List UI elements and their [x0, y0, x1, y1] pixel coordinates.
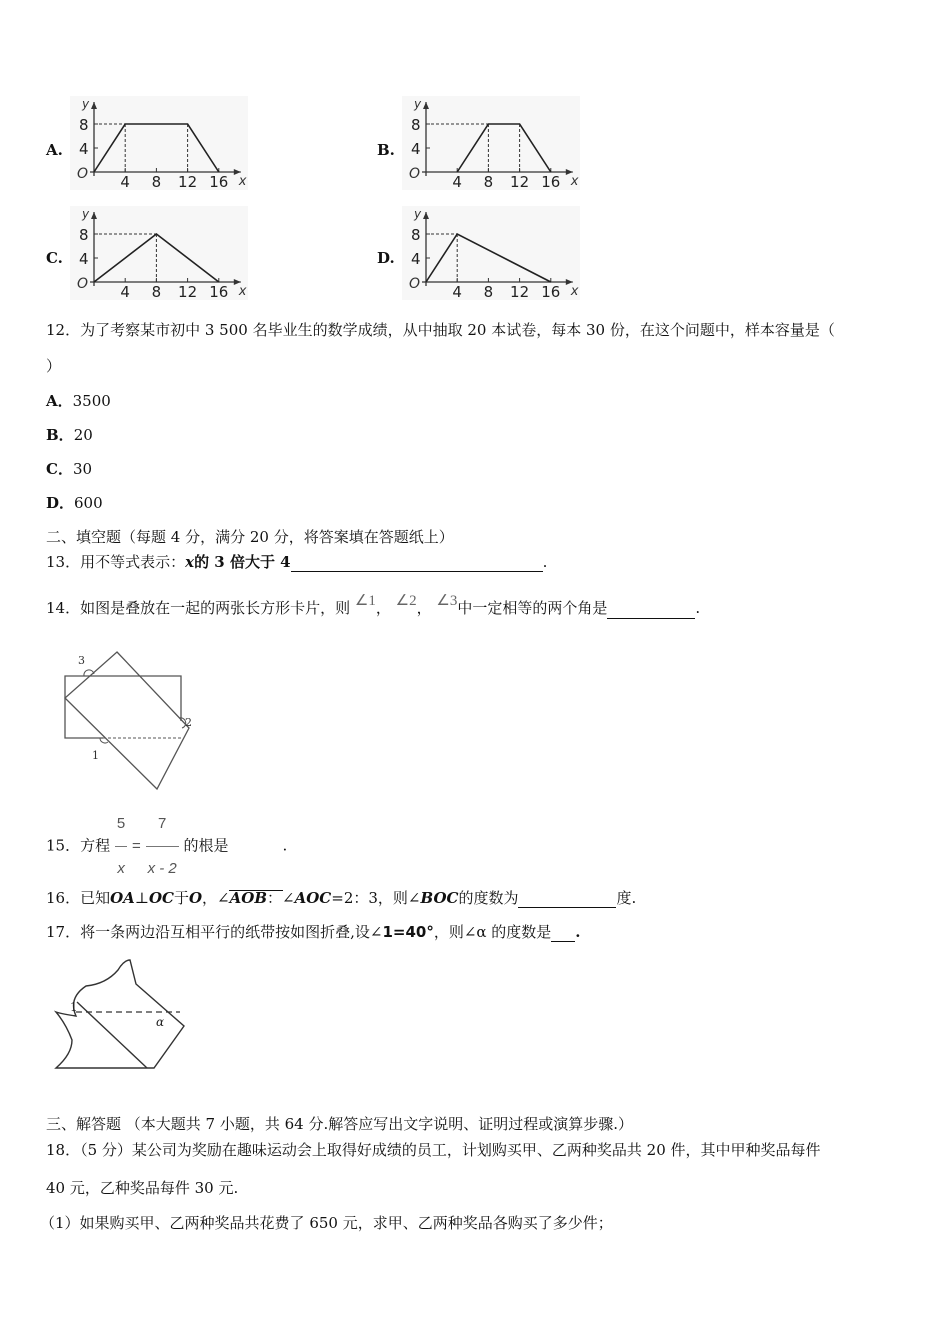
series-line-a [94, 124, 219, 172]
q14-answer-blank[interactable] [607, 602, 695, 619]
q17: 17．将一条两边沿互相平行的纸带按如图折叠,设∠1=40°，则∠α 的度数是 . [46, 923, 581, 941]
x-tick-label: 8 [151, 283, 162, 300]
y-axis-label: y [82, 97, 90, 111]
y-axis-label: y [414, 97, 422, 111]
graph-a [70, 96, 248, 190]
series-line-d [426, 234, 551, 282]
q16: 16．已知OA⊥OC于O，∠AOB：∠AOC=2：3，则∠BOC的度数为 度. [46, 889, 637, 907]
q14-fig-label-3: 3 [78, 654, 85, 667]
x-tick-label: 16 [209, 173, 229, 190]
x-tick-label: 12 [510, 283, 530, 300]
q12-option-c: C．30 [46, 460, 93, 478]
q12-number: 12． [46, 321, 81, 339]
angle-3: ∠3 [436, 593, 458, 609]
x-tick-label: 16 [541, 173, 561, 190]
option-c-label: C. [46, 249, 63, 267]
x-axis-label: x [570, 174, 579, 189]
y-tick-label: 8 [79, 226, 89, 244]
q14-fig-label-2: 2 [185, 716, 192, 729]
option-d-label: D. [377, 249, 395, 267]
x-tick-label: 12 [510, 173, 530, 190]
q18-line2: 40 元，乙种奖品每件 30 元. [46, 1179, 239, 1197]
x-tick-label: 4 [120, 173, 130, 190]
angle-1: ∠1 [354, 593, 376, 609]
x-tick-label: 12 [178, 173, 198, 190]
graph-b [402, 96, 580, 190]
y-axis-arrow [423, 212, 429, 219]
q17-answer-blank[interactable] [551, 925, 575, 942]
q12-stem [46, 320, 835, 340]
graph-d [402, 206, 580, 300]
y-tick-label: 4 [79, 250, 89, 268]
y-tick-label: 4 [411, 140, 421, 158]
origin-label: O [77, 166, 89, 182]
q15: 15．方程 $\frac{5}{x}$ = $\frac{7}{x - 2}$ 的根是 . [46, 802, 287, 891]
angle-2: ∠2 [395, 593, 417, 609]
x-tick-label: 8 [483, 173, 494, 190]
graph-c [70, 206, 248, 300]
y-axis-label: y [414, 207, 422, 221]
q17-figure [46, 954, 194, 1076]
section-3-heading: 三、解答题 （本大题共 7 小题，共 64 分.解答应写出文字说明、证明过程或演算步骤.） [46, 1115, 634, 1133]
x-axis-label: x [238, 174, 247, 189]
origin-label: O [77, 276, 89, 292]
q12-option-d: D．600 [46, 494, 103, 512]
origin-label: O [409, 166, 421, 182]
x-tick-label: 8 [151, 173, 162, 190]
y-axis-arrow [423, 102, 429, 109]
q15-fraction-right: $\frac{7}{x - 2}$ [146, 802, 179, 891]
y-tick-label: 8 [411, 226, 421, 244]
y-tick-label: 4 [79, 140, 89, 158]
section-2-heading: 二、填空题（每题 4 分，满分 20 分，将答案填在答题纸上） [46, 528, 454, 546]
series-line-b [457, 124, 551, 172]
q12-close: ） [46, 357, 62, 375]
y-axis-arrow [91, 102, 97, 109]
x-tick-label: 16 [209, 283, 229, 300]
q13: 13．用不等式表示：x的 3 倍大于 4 . [46, 553, 548, 571]
q14: 14．如图是叠放在一起的两张长方形卡片，则 ∠1， ∠2， ∠3中一定相等的两个角是 . [46, 593, 701, 617]
q16-answer-blank[interactable] [518, 891, 616, 908]
x-tick-label: 4 [120, 283, 130, 300]
x-tick-label: 16 [541, 283, 561, 300]
option-a-label: A. [46, 141, 63, 159]
q12-option-b: B．20 [46, 426, 93, 444]
q18-line1: 18．（5 分）某公司为奖励在趣味运动会上取得好成绩的员工，计划购买甲、乙两种奖品共 20 件，其中甲种奖品每件 [46, 1141, 821, 1159]
q12-option-a: A．3500 [46, 392, 111, 410]
y-axis-arrow [91, 212, 97, 219]
x-tick-label: 4 [452, 283, 462, 300]
q18-sub1: （1）如果购买甲、乙两种奖品共花费了 650 元，求甲、乙两种奖品各购买了多少件； [40, 1214, 613, 1232]
x-tick-label: 8 [483, 283, 494, 300]
y-tick-label: 8 [79, 116, 89, 134]
option-b-label: B. [377, 141, 395, 159]
q12-text: 为了考察某市初中 3 500 名毕业生的数学成绩，从中抽取 20 本试卷，每本 30 份，在这个问题中，样本容量是（ [80, 321, 835, 339]
y-tick-label: 4 [411, 250, 421, 268]
q17-fig-label-1: 1 [70, 1000, 78, 1014]
x-tick-label: 12 [178, 283, 198, 300]
y-tick-label: 8 [411, 116, 421, 134]
q15-fraction-left: $\frac{5}{x}$ [115, 802, 127, 891]
x-tick-label: 4 [452, 173, 462, 190]
q14-fig-label-1: 1 [92, 749, 99, 762]
q13-answer-blank[interactable] [291, 555, 543, 572]
origin-label: O [409, 276, 421, 292]
x-axis-label: x [238, 284, 247, 299]
y-axis-label: y [82, 207, 90, 221]
x-axis-label: x [570, 284, 579, 299]
q15-answer-blank[interactable] [229, 864, 283, 891]
q17-fig-label-alpha: α [156, 1015, 165, 1029]
q14-figure [56, 646, 196, 792]
